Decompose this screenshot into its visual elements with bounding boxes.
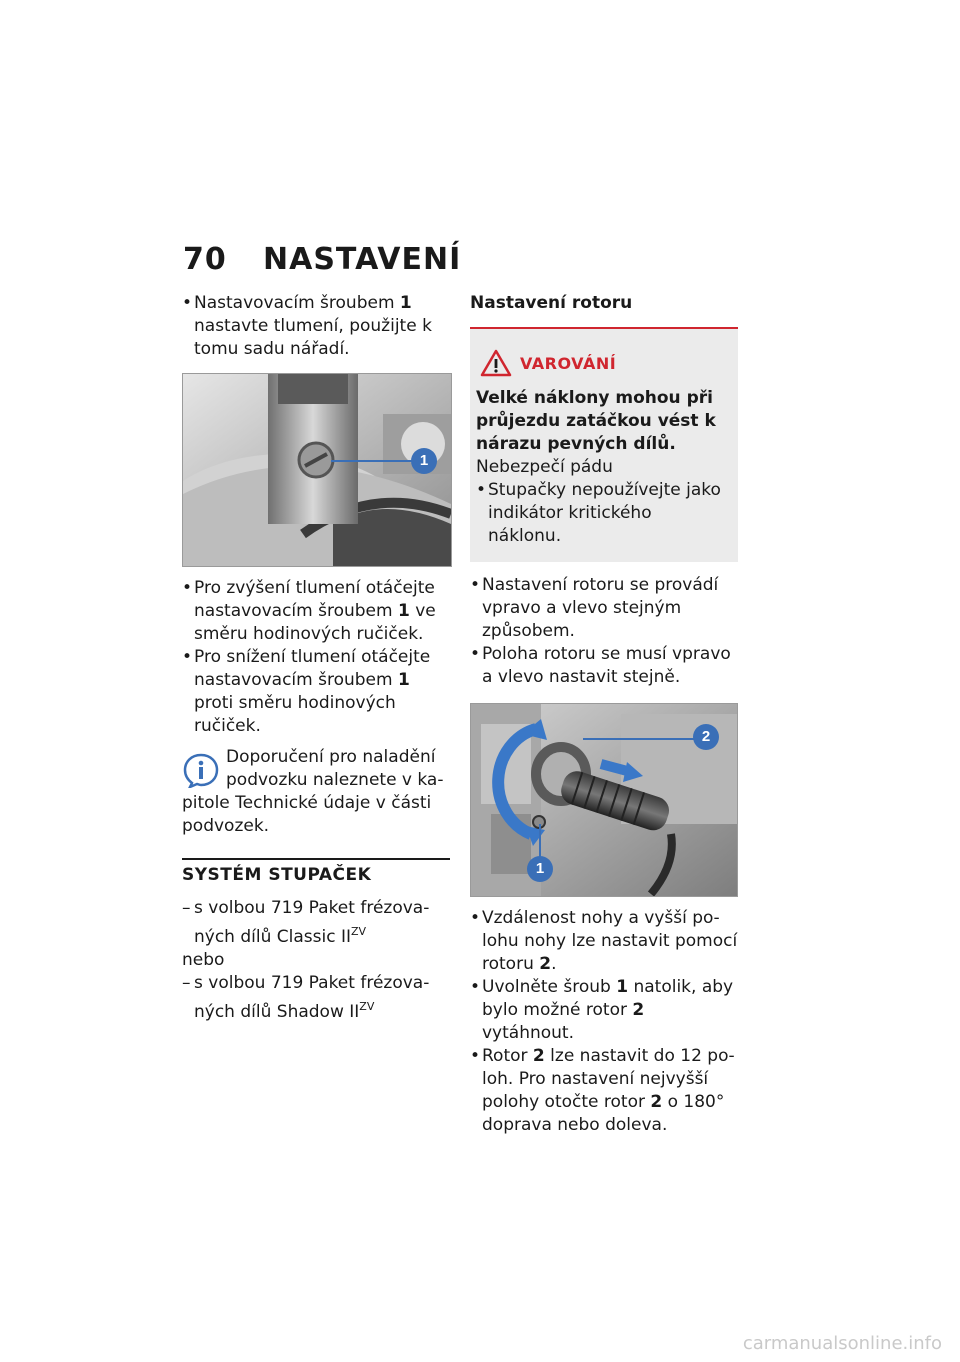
info-note: Doporučení pro naladění podvozku naleznete v ka- pitole Technické údaje v části podvozek. xyxy=(182,747,444,836)
bullet-rotor-distance: • Vzdálenost nohy a vyšší polohu nohy lze nastavit pomocí rotoru 2. xyxy=(470,907,738,976)
option-classic: – s volbou 719 Paket frézovaných dílů Classic $II^{ZV}$ xyxy=(182,897,450,949)
bullet-loosen-screw: • Uvolněte šroub 1 natolik, aby bylo možné rotor 2 vytáhnout. xyxy=(470,976,738,1045)
subsection-title: Nastavení rotoru xyxy=(470,293,633,313)
callout-badge: 1 xyxy=(527,856,553,882)
option-shadow: – s volbou 719 Paket frézovaných dílů Shadow $II^{ZV}$ xyxy=(182,972,450,1024)
section-title: SYSTÉM STUPAČEK xyxy=(182,865,372,885)
callout-leader xyxy=(583,738,695,740)
page-number: 70 xyxy=(183,242,227,277)
bullet-increase-damping: • Pro zvýšení tlumení otáčejte nastavovacím šroubem 1 ve směru hodinových ručiček. xyxy=(182,577,450,646)
left-column xyxy=(182,292,450,1024)
callout-leader xyxy=(331,460,413,462)
bullet-rotor-both-sides: • Nastavení rotoru se provádí vpravo a vlevo stejným způsobem. xyxy=(470,574,738,643)
warning-triangle-icon xyxy=(480,349,512,377)
callout-ref: 1 xyxy=(399,293,412,313)
right-column xyxy=(470,292,738,1137)
damper-illustration xyxy=(183,374,451,566)
warning-danger: Nebezpečí pádu xyxy=(476,457,613,477)
damper-adjuster-figure xyxy=(182,373,452,567)
warning-label: VAROVÁNÍ xyxy=(520,353,617,373)
or-label: nebo xyxy=(182,950,225,970)
callout-badge: 2 xyxy=(693,724,719,750)
section-divider xyxy=(182,858,450,887)
intro-bullet: • Nastavovacím šroubem 1 nastavte tlumení, použijte k tomu sadu nářadí. xyxy=(182,292,450,361)
warning-headline: Velké náklony mohou při průjezdu zatáčkou vést k nárazu pevných dílů. xyxy=(476,388,716,454)
bullet-decrease-damping: • Pro snížení tlumení otáčejte nastavovacím šroubem 1 proti směru hodinových ručiček. xyxy=(182,646,450,738)
warning-box xyxy=(470,327,738,562)
callout-leader xyxy=(539,824,541,860)
info-icon xyxy=(182,752,220,788)
footrest-rotor-figure xyxy=(470,703,738,897)
chapter-title: NASTAVENÍ xyxy=(263,242,462,277)
callout-badge: 1 xyxy=(411,448,437,474)
bullet-rotor-positions: • Rotor 2 lze nastavit do 12 poloh. Pro nastavení nejvyšší polohy otočte rotor 2 o 180° doprava nebo doleva. xyxy=(470,1045,738,1137)
watermark: carmanualsonline.info xyxy=(742,1333,942,1354)
bullet-rotor-same-position: • Poloha rotoru se musí vpravo a vlevo nastavit stejně. xyxy=(470,643,738,689)
warning-item: • Stupačky nepoužívejte jako indikátor kritického náklonu. xyxy=(476,479,728,548)
page-header xyxy=(183,242,461,277)
